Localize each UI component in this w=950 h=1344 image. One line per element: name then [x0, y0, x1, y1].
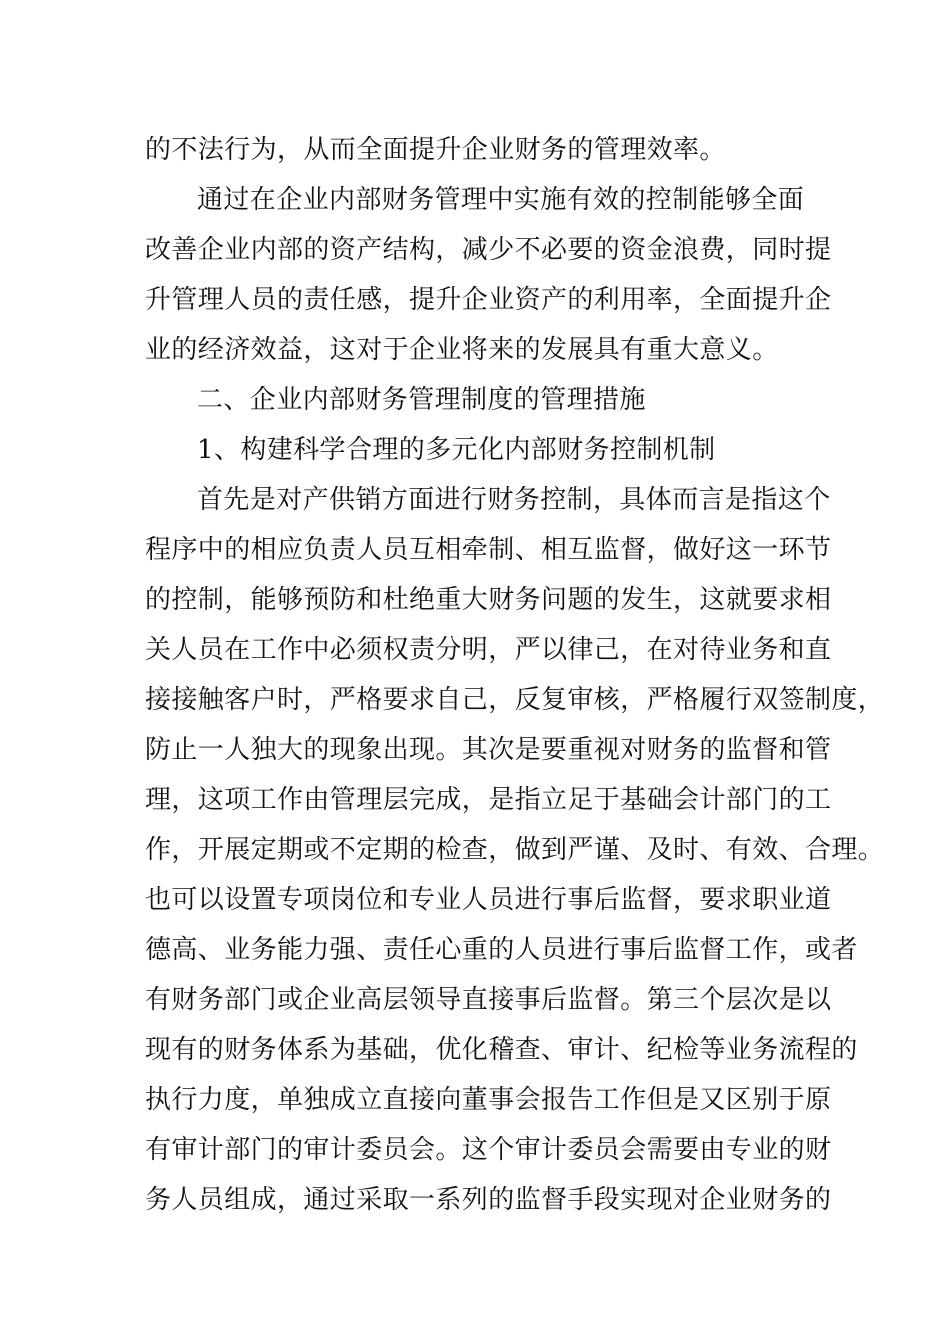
text-line: 业的经济效益，这对于企业将来的发展具有重大意义。	[145, 335, 779, 365]
text-line: 德高、业务能力强、责任心重的人员进行事后监督工作，或者	[145, 935, 858, 965]
text-line: 关人员在工作中必须权责分明，严以律己，在对待业务和直	[145, 635, 832, 665]
paragraph-start-line: 首先是对产供销方面进行财务控制，具体而言是指这个	[197, 485, 831, 515]
text-line: 理，这项工作由管理层完成，是指立足于基础会计部门的工	[145, 785, 832, 815]
text-line: 的不法行为，从而全面提升企业财务的管理效率。	[145, 135, 726, 165]
text-line: 升管理人员的责任感，提升企业资产的利用率，全面提升企	[145, 285, 832, 315]
text-line: 程序中的相应负责人员互相牵制、相互监督，做好这一环节	[145, 535, 832, 565]
text-line: 也可以设置专项岗位和专业人员进行事后监督，要求职业道	[145, 885, 832, 915]
text-line: 防止一人独大的现象出现。其次是要重视对财务的监督和管	[145, 735, 832, 765]
text-line: 执行力度，单独成立直接向董事会报告工作但是又区别于原	[145, 1085, 832, 1115]
text-line: 改善企业内部的资产结构，减少不必要的资金浪费，同时提	[145, 235, 832, 265]
section-heading: 二、企业内部财务管理制度的管理措施	[197, 385, 646, 415]
text-line: 现有的财务体系为基础，优化稽查、审计、纪检等业务流程的	[145, 1035, 858, 1065]
text-line: 有财务部门或企业高层领导直接事后监督。第三个层次是以	[145, 985, 832, 1015]
subsection-heading: 1、构建科学合理的多元化内部财务控制机制	[197, 435, 716, 465]
text-line: 有审计部门的审计委员会。这个审计委员会需要由专业的财	[145, 1135, 832, 1165]
paragraph-start-line: 通过在企业内部财务管理中实施有效的控制能够全面	[197, 185, 805, 215]
text-line: 的控制，能够预防和杜绝重大财务问题的发生，这就要求相	[145, 585, 832, 615]
text-line: 务人员组成，通过采取一系列的监督手段实现对企业财务的	[145, 1185, 832, 1215]
text-line: 接接触客户时，严格要求自己，反复审核，严格履行双签制度，	[145, 685, 885, 715]
text-line: 作，开展定期或不定期的检查，做到严谨、及时、有效、合理。	[145, 835, 885, 865]
